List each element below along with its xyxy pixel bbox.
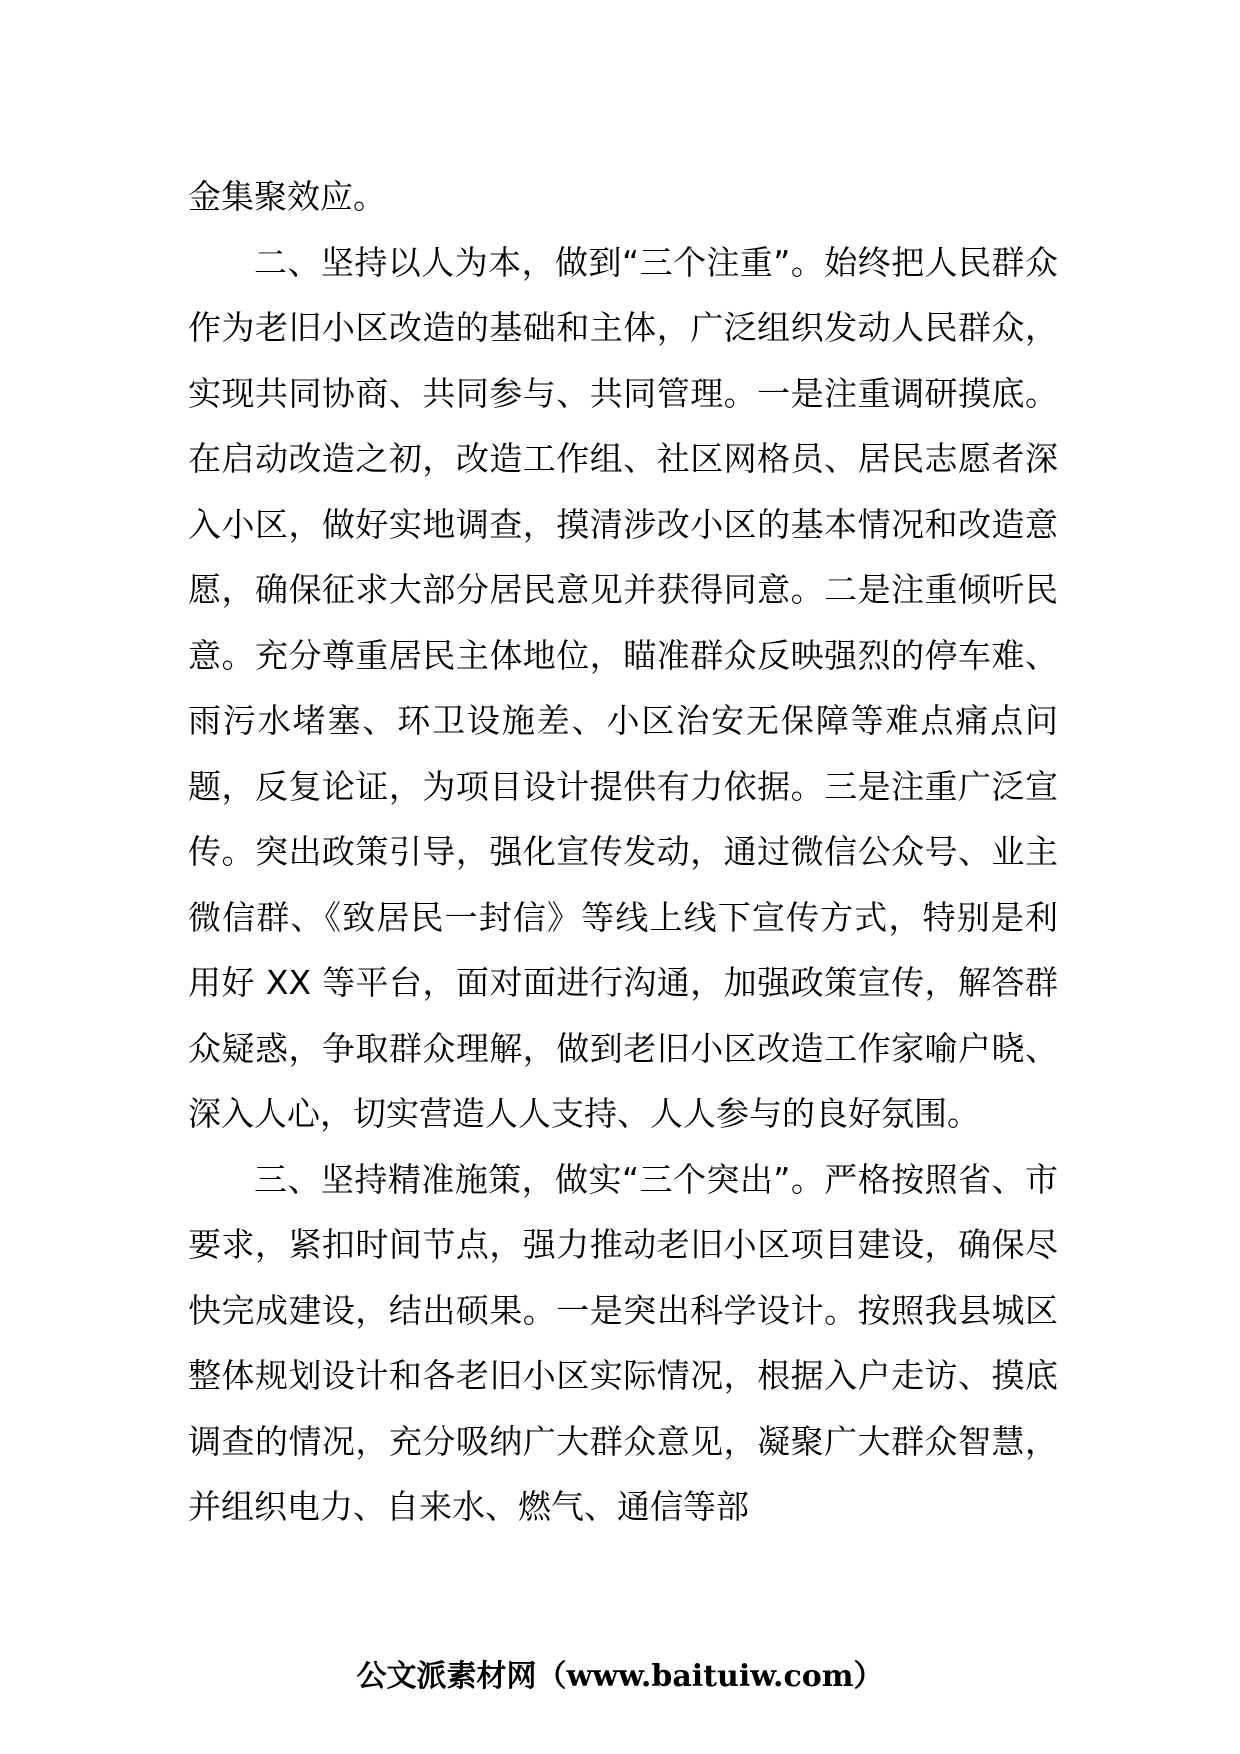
paragraph-section-three: 三、坚持精准施策，做实“三个突出”。严格按照省、市要求，紧扣时间节点，强力推动老旧小区项目建设，确保尽快完成建设，结出硕果。一是突出科学设计。按照我县城区整体规划设计和各老旧小区实际情况，根据入户走访、摸底调查的情况，充分吸纳广大群众意见，凝聚广大群众智慧，并组织电力、自来水、燃气、通信等部	[188, 1159, 1058, 1526]
paragraph-section-two: 二、坚持以人为本，做到“三个注重”。始终把人民群众作为老旧小区改造的基础和主体，广泛组织发动人民群众，实现共同协商、共同参与、共同管理。一是注重调研摸底。在启动改造之初，改造工作组、社区网格员、居民志愿者深入小区，做好实地调查，摸清涉改小区的基本情况和改造意愿，确保征求大部分居民意见并获得同意。二是注重倾听民意。充分尊重居民主体地位，瞄准群众反映强烈的停车难、雨污水堵塞、环卫设施差、小区治安无保障等难点痛点问题，反复论证，为项目设计提供有力依据。三是注重广泛宣传。突出政策引导，强化宣传发动，通过微信公众号、业主微信群、《致居民一封信》等线上线下宣传方式，特别是利用好 XX 等平台，面对面进行沟通，加强政策宣传，解答群众疑惑，争取群众理解，做到老旧小区改造工作家喻户晓、深入人心，切实营造人人支持、人人参与的良好氛围。	[188, 242, 1058, 1133]
document-body	[188, 164, 1058, 1540]
paragraph-continuation: 金集聚效应。	[188, 177, 386, 216]
footer-watermark: 公文派素材网（www.baituiw.com）	[356, 1659, 884, 1694]
